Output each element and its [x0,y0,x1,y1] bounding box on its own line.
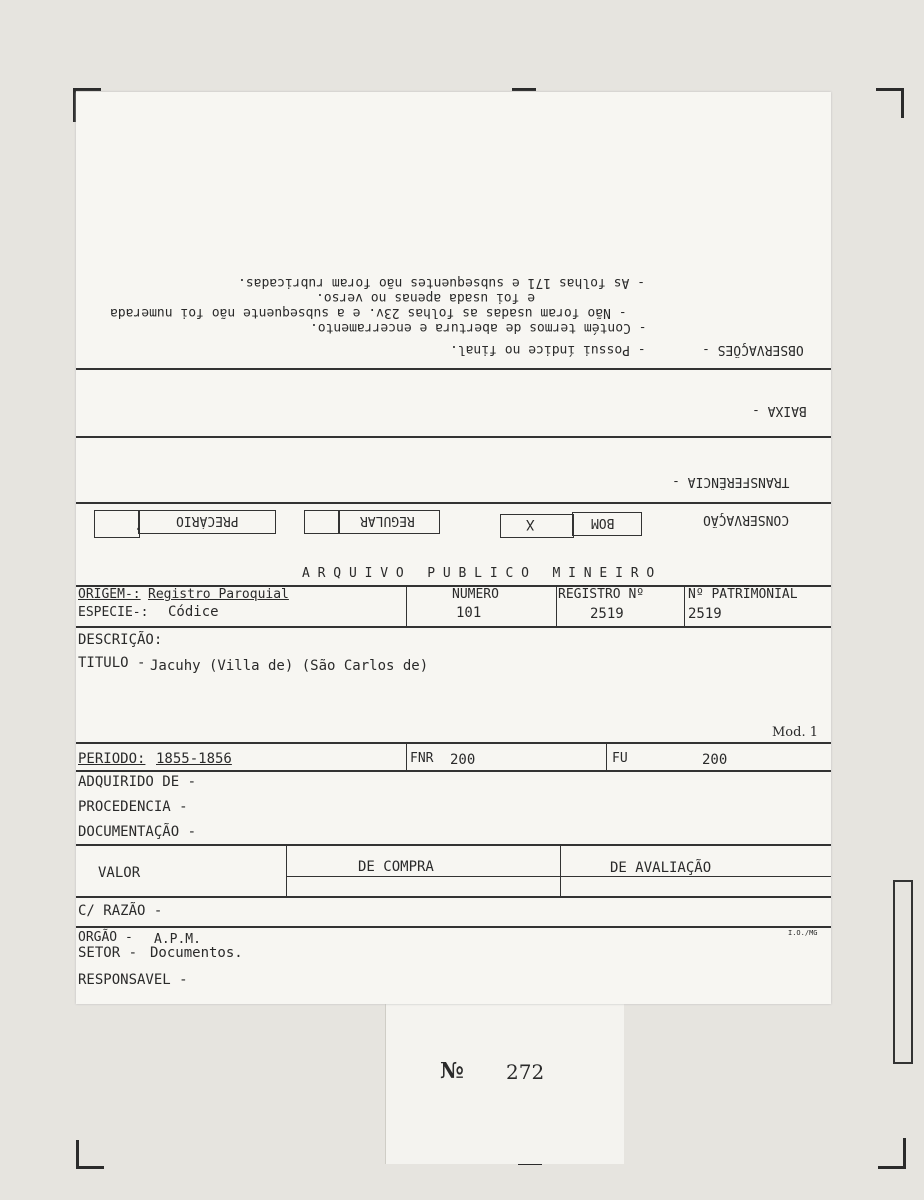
fu-value: 200 [702,752,728,768]
adquirido-label: ADQUIRIDO DE - [78,774,197,790]
divider-documentacao [76,844,831,846]
crop-mark-bottom-right-h [878,1166,906,1169]
divider-v-fnr [406,742,407,770]
divider-v-fu [606,742,607,770]
page-number-symbol: № [440,1058,464,1084]
regular-checkbox[interactable] [304,510,340,534]
numero-value: 101 [456,605,482,621]
obs-line-1: - Possui índice no final. [450,342,646,357]
divider-v-avaliacao [560,844,561,896]
divider-especie [76,626,831,628]
razao-label: C/ RAZÃO - [78,903,163,919]
archive-header: A R Q U I V O P U B L I C O M I N E I R O [302,566,655,581]
observacoes-label: OBSERVAÇÕES - [702,342,804,357]
patrimonial-value: 2519 [688,606,722,622]
transferencia-label: TRANSFERÊNCIA - [672,474,790,489]
regular-label: REGULAR [360,513,415,528]
crop-mark-top-left-h [73,88,101,91]
crop-mark-top-right-h [876,88,904,91]
bom-mark: X [526,516,535,532]
divider-baixa [76,436,831,438]
procedencia-label: PROCEDENCIA - [78,799,188,815]
baixa-label: BAIXA - [752,403,807,418]
titulo-label: TITULO - [78,655,146,671]
lower-paper [385,1004,624,1164]
divider-razao [76,926,831,928]
documentacao-label: DOCUMENTAÇÃO - [78,824,197,840]
orgao-value: A.P.M. [154,932,201,947]
descricao-label: DESCRIÇÃO: [78,632,163,648]
bom-label: BOM [591,515,615,530]
origem-label: ORIGEM-: [78,587,141,602]
mod-label: Mod. 1 [772,725,818,740]
especie-label: ESPECIE-: [78,605,149,620]
divider-obs [76,368,831,370]
obs-line-2: - Contém termos de abertura e encerramento. [310,320,647,335]
divider-v-numero [406,585,407,627]
compra-label: DE COMPRA [358,859,434,875]
precario-mark: . [134,518,143,534]
fu-label: FU [612,751,628,766]
page-number-value: 272 [506,1060,545,1084]
divider-transferencia [76,502,831,504]
orgao-label: ORGÃO - [78,930,133,945]
registro-value: 2519 [590,606,624,622]
crop-mark-bottom-left-v [76,1140,79,1168]
divider-descricao [76,742,831,744]
patrimonial-label: Nº PATRIMONIAL [688,587,798,602]
numero-label: NUMERO [452,587,499,602]
setor-label: SETOR - [78,945,138,961]
avaliacao-label: DE AVALIAÇÃO [610,860,712,876]
side-tab [893,880,913,1064]
bom-checkbox[interactable] [500,514,574,538]
divider-v-compra [286,844,287,896]
crop-mark-bottom-right-v [903,1138,906,1168]
valor-label: VALOR [98,865,141,881]
setor-value: Documentos. [150,945,243,961]
responsavel-label: RESPONSAVEL - [78,972,188,988]
obs-line-3: - Não foram usadas as folhas 23v. e a subsequente não foi numerada [110,305,627,320]
periodo-label: PERIODO: [78,751,146,767]
index-card [76,92,831,1004]
conservacao-label: CONSERVAÇÃO [703,512,790,527]
crop-mark-top-right-v [901,88,904,118]
divider-v-registro [556,585,557,627]
precario-label: PRECÁRIO [176,513,239,528]
obs-line-4: e foi usada apenas no verso. [316,290,536,305]
crop-mark-bottom-left-h [76,1166,104,1169]
periodo-value: 1855-1856 [156,751,232,767]
iomg-label: I.O./MG [788,929,818,937]
registro-label: REGISTRO Nº [558,587,645,602]
divider-valor [76,896,831,898]
obs-line-5: - As folhas 171 e subsequentes não foram rubricadas. [238,275,645,290]
origem-value: Registro Paroquial [148,587,289,602]
crop-mark-top-center [512,88,536,91]
especie-value: Códice [168,604,219,620]
divider-v-patrimonial [684,585,685,627]
fnr-value: 200 [450,752,476,768]
fnr-label: FNR [410,751,434,766]
divider-periodo [76,770,831,772]
divider-valor-inner [286,876,831,877]
titulo-value: Jacuhy (Villa de) (São Carlos de) [150,658,429,674]
